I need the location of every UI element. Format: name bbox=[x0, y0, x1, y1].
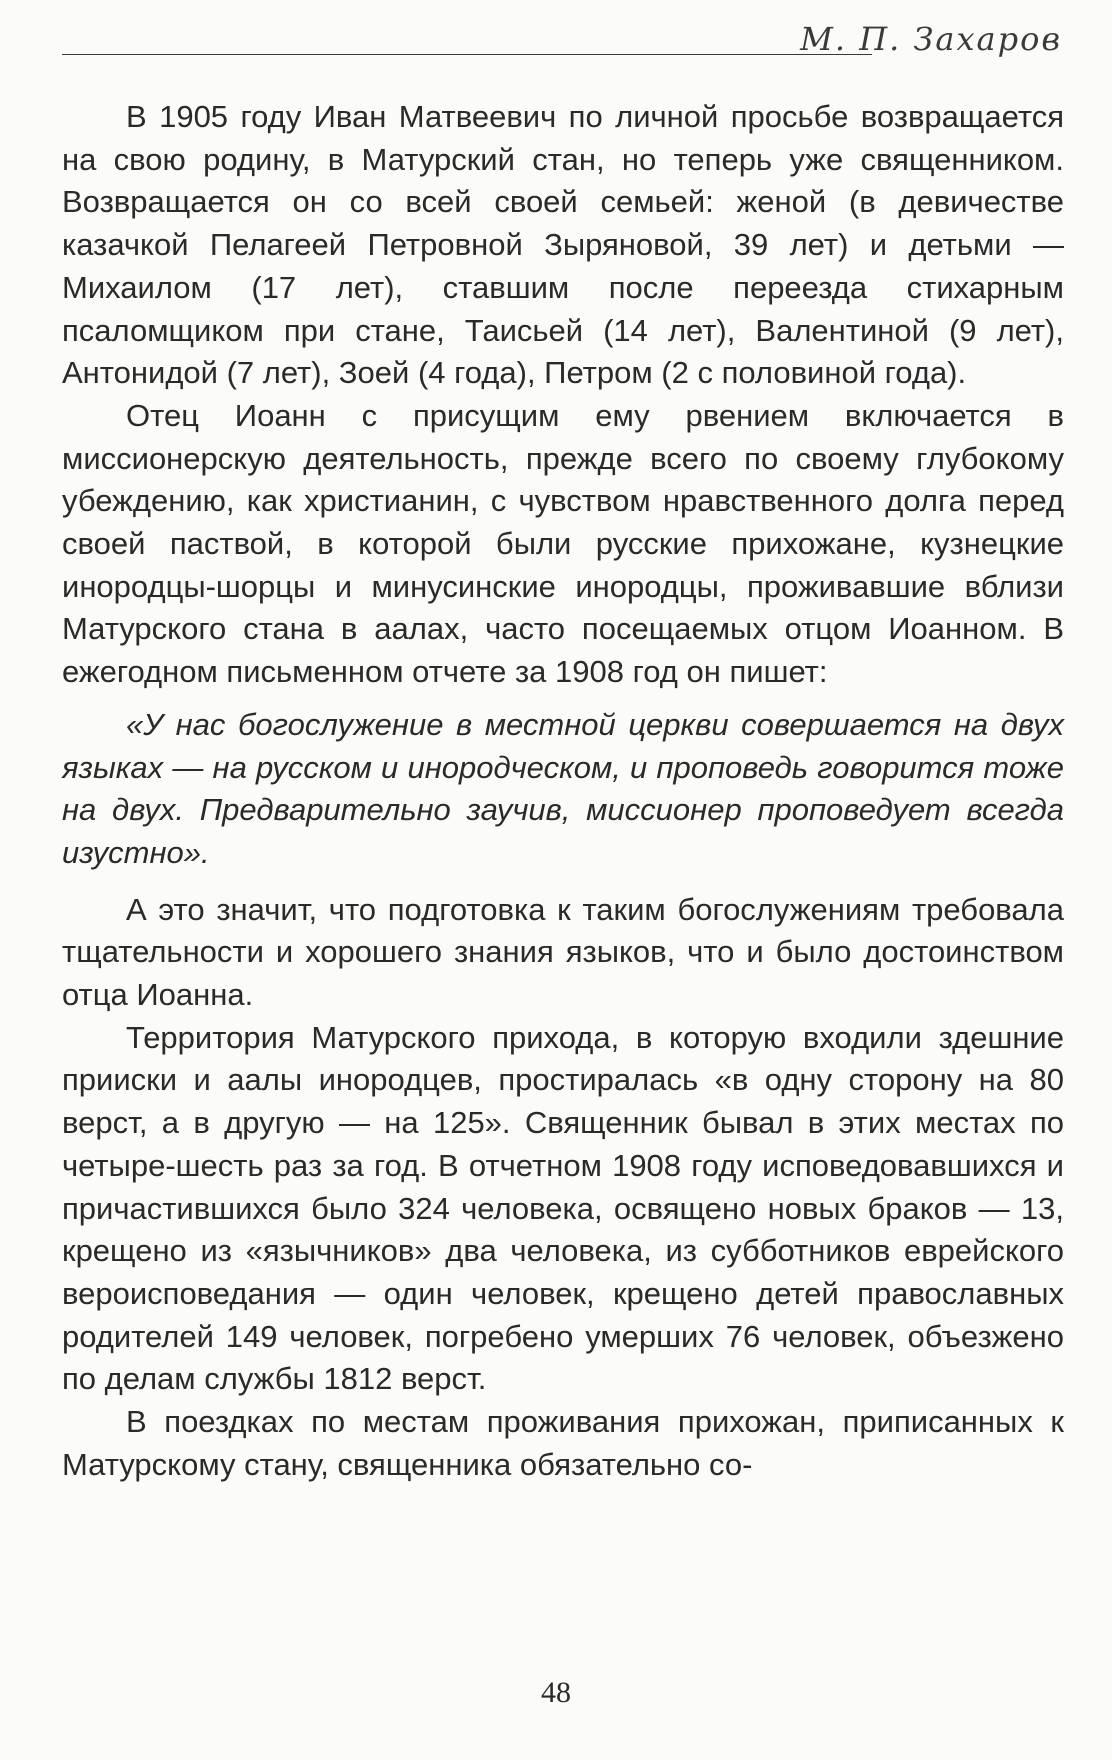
paragraph: А это значит, что подготовка к таким богослужениям требовала тщательности и хорошего знания языков, что и было достоинством отца Иоанна. bbox=[62, 891, 1064, 1013]
paragraph: В поездках по местам проживания прихожан, приписанных к Матурскому стану, священника обязательно со- bbox=[62, 1404, 1064, 1482]
paragraph: Территория Матурского прихода, в которую входили здешние прииски и аалы инородцев, простиралась «в одну сторону на 80 верст, а в другую — на 125». Священник бывал в этих местах по четыре-шесть раз за год. В отчетном 1908 году исповедовавшихся и причастившихся было 324 человека, освящено новых браков — 13, крещено из «язычников» два человека, из субботников еврейского вероисповедания — один человек, крещено детей православных родителей 149 человек, погребено умерших 76 человек, объезжено по делам службы 1812 верст. bbox=[62, 1019, 1064, 1397]
quote-paragraph: «У нас богослужение в местной церкви совершается на двух языках — на русском и инородческом, и проповедь говорится тоже на двух. Предварительно заучив, миссионер проповедует всегда изустно». bbox=[62, 706, 1064, 870]
author-name: М. П. Захаров bbox=[800, 20, 1062, 58]
page-number: 48 bbox=[541, 1676, 571, 1709]
running-head bbox=[62, 18, 1070, 64]
paragraph: В 1905 году Иван Матвеевич по личной просьбе возвращается на свою родину, в Матурский стан, но теперь уже священником. Возвращается он со всей своей семьей: женой (в девичестве казачкой Пелагеей Петровной Зыряновой, 39 лет) и детьми — Михаилом (17 лет), ставшим после переезда стихарным псаломщиком при стане, Таисьей (14 лет), Валентиной (9 лет), Антонидой (7 лет), Зоей (4 года), Петром (2 с половиной года). bbox=[62, 99, 1064, 391]
body-text bbox=[62, 96, 1064, 1487]
header-rule bbox=[62, 54, 872, 55]
paragraph: Отец Иоанн с присущим ему рвением включается в миссионерскую деятельность, прежде всего по своему глубокому убеждению, как христианин, с чувством нравственного долга перед своей паствой, в которой были русские прихожане, кузнецкие инородцы-шорцы и минусинские инородцы, проживавшие вблизи Матурского стана в аалах, часто посещаемых отцом Иоанном. В ежегодном письменном отчете за 1908 год он пишет: bbox=[62, 397, 1064, 690]
